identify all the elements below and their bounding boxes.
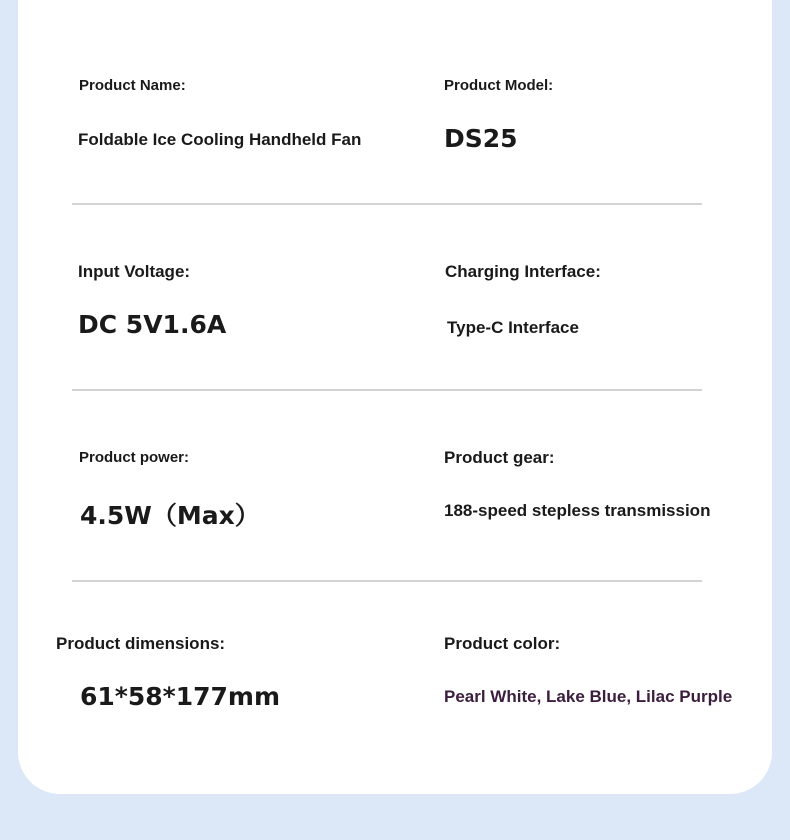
input-voltage-value: DC 5V1.6A xyxy=(78,310,227,339)
product-name-label: Product Name: xyxy=(79,77,186,94)
input-voltage-label: Input Voltage: xyxy=(78,262,191,281)
product-model-label: Product Model: xyxy=(444,77,554,94)
charging-interface-value: Type-C Interface xyxy=(447,318,579,337)
product-dimensions-value: 61*58*177mm xyxy=(80,682,281,711)
product-dimensions-label: Product dimensions: xyxy=(56,634,226,653)
spec-card xyxy=(18,0,772,794)
product-name-value: Foldable Ice Cooling Handheld Fan xyxy=(78,130,362,149)
divider xyxy=(72,389,702,391)
divider xyxy=(72,580,702,582)
divider xyxy=(72,203,702,205)
product-gear-value: 188-speed stepless transmission xyxy=(444,501,711,520)
product-power-value: 4.5W（Max） xyxy=(80,501,260,530)
product-color-label: Product color: xyxy=(444,634,561,653)
product-power-label: Product power: xyxy=(79,449,190,466)
product-color-value: Pearl White, Lake Blue, Lilac Purple xyxy=(444,687,733,706)
product-gear-label: Product gear: xyxy=(444,448,555,467)
product-model-value: DS25 xyxy=(444,124,518,153)
charging-interface-label: Charging Interface: xyxy=(445,262,601,281)
